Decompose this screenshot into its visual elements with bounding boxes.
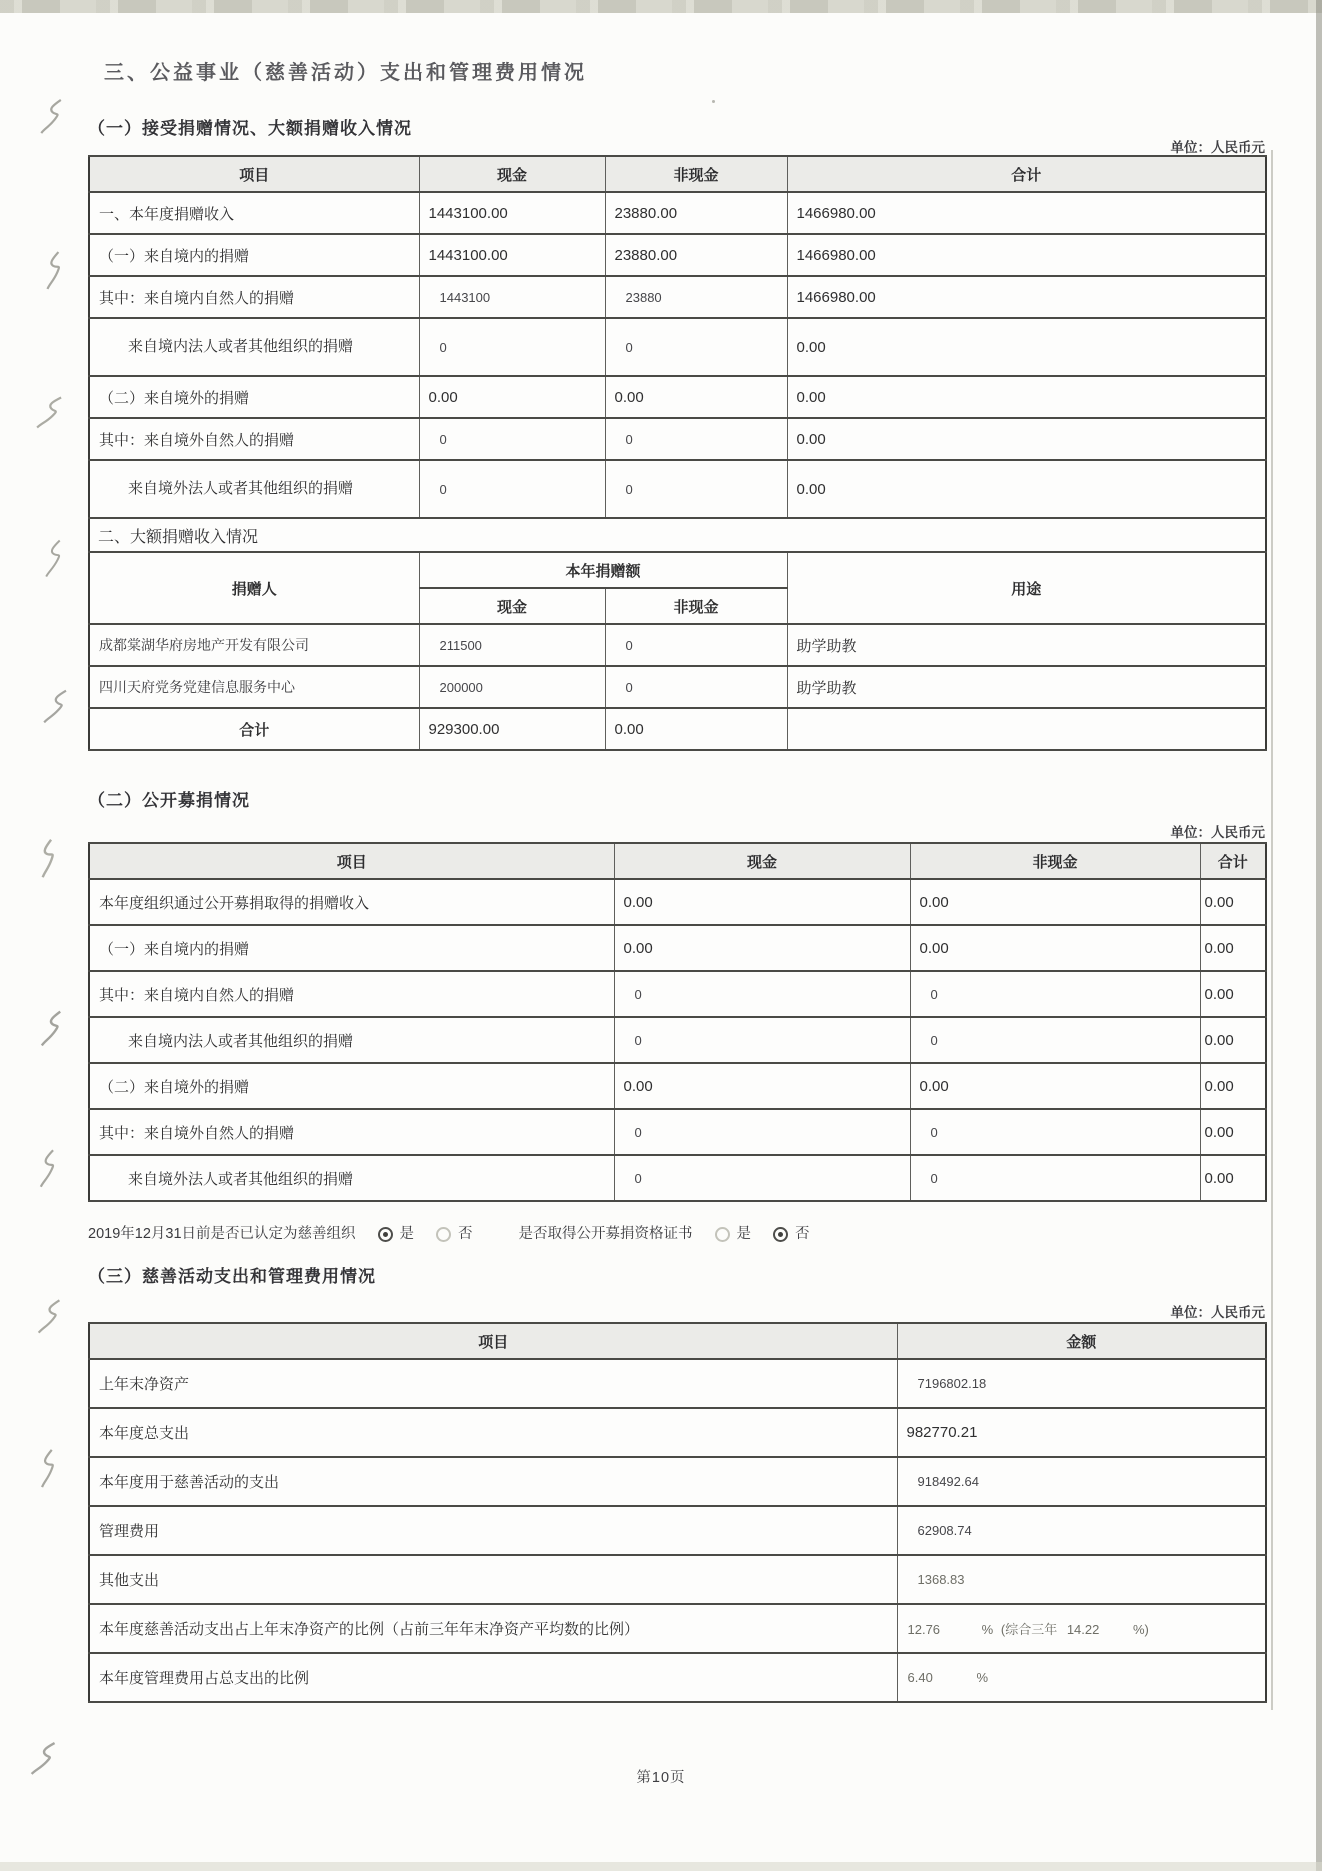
radio-cert-obtained-yes-label: 是 <box>736 1226 752 1242</box>
radio-certified-no-label: 否 <box>458 1226 473 1242</box>
cell-total: 0.00 <box>787 318 1266 376</box>
cell-total: 0.00 <box>1200 1017 1266 1063</box>
cell-label: 其中：来自境内自然人的捐赠 <box>89 276 419 318</box>
cell-cash: 0 <box>614 971 910 1017</box>
cell-cash: 211500 <box>419 624 605 666</box>
cell-noncash: 0 <box>605 460 787 518</box>
header-cell-cash: 现金 <box>614 843 910 879</box>
donor-row <box>89 624 1266 666</box>
header-cell-total: 合计 <box>1200 843 1266 879</box>
cell-cash: 0 <box>419 318 605 376</box>
cell-label: （一）来自境内的捐赠 <box>89 234 419 276</box>
cell-cash: 0.00 <box>419 376 605 418</box>
cell-amount: 62908.74 <box>897 1506 1266 1555</box>
cell-label: （二）来自境外的捐赠 <box>89 376 419 418</box>
donors-total-row <box>89 708 1266 750</box>
table-row <box>89 1017 1266 1063</box>
page-fold-line <box>1271 150 1273 1710</box>
cell-label: 本年度总支出 <box>89 1408 897 1457</box>
cell-amount: 918492.64 <box>897 1457 1266 1506</box>
table-row <box>89 276 1266 318</box>
donations-table <box>88 155 1267 751</box>
header-cell-noncash: 非现金 <box>910 843 1200 879</box>
cell-noncash: 0 <box>605 624 787 666</box>
table-row <box>89 1155 1266 1201</box>
table-row <box>89 318 1266 376</box>
cell-cash: 0.00 <box>614 925 910 971</box>
section-heading-public-fundraising: （二）公开募捐情况 <box>88 791 250 810</box>
page-title: 三、公益事业（慈善活动）支出和管理费用情况 <box>104 62 587 84</box>
cell-noncash: 0 <box>910 1109 1200 1155</box>
three-year-percent-sign: %) <box>1133 1622 1149 1637</box>
cell-label: （二）来自境外的捐赠 <box>89 1063 614 1109</box>
binding-mark-icon <box>32 1147 62 1191</box>
binding-mark-icon <box>39 684 72 730</box>
cell-amount: 982770.21 <box>897 1408 1266 1457</box>
section-heading-charity-expense: （三）慈善活动支出和管理费用情况 <box>88 1267 376 1286</box>
three-year-ratio-value: 14.22 <box>1066 1622 1100 1637</box>
binding-mark-icon <box>31 1446 64 1492</box>
unit-label: 单位：人民币元 <box>1170 825 1265 840</box>
major-donations-header-row <box>89 552 1266 588</box>
binding-mark-icon <box>30 836 64 882</box>
cell-noncash: 23880 <box>605 276 787 318</box>
cell-cash: 0 <box>419 418 605 460</box>
cell-label: 上年末净资产 <box>89 1359 897 1408</box>
donor-row <box>89 666 1266 708</box>
header-cell-cash: 现金 <box>419 156 605 192</box>
fundraising-cert-question-label: 是否取得公开募捐资格证书 <box>518 1226 693 1242</box>
table-row <box>89 971 1266 1017</box>
header-cell-amount: 金额 <box>897 1323 1266 1359</box>
binding-mark-icon <box>37 248 69 293</box>
cell-noncash: 0.00 <box>605 376 787 418</box>
table-row <box>89 1604 1266 1653</box>
binding-mark-icon <box>33 1294 65 1339</box>
cell-label <box>89 460 419 518</box>
table-row <box>89 418 1266 460</box>
cell-noncash: 0 <box>605 418 787 460</box>
table-row <box>89 460 1266 518</box>
radio-certified-yes-label: 是 <box>399 1226 415 1242</box>
cell-label: （一）来自境内的捐赠 <box>89 925 614 971</box>
cell-amount: 1368.83 <box>897 1555 1266 1604</box>
cell-label: 一、本年度捐赠收入 <box>89 192 419 234</box>
cell-label: 本年度组织通过公开募捐取得的捐赠收入 <box>89 879 614 925</box>
scan-edge-bottom <box>0 1862 1322 1871</box>
ratio-value: 6.40 <box>907 1670 933 1685</box>
cell-total-label: 合计 <box>89 708 419 750</box>
header-cell-noncash: 非现金 <box>605 156 787 192</box>
binding-mark-icon <box>36 95 66 139</box>
cell-label: 来自境内法人或者其他组织的捐赠 <box>89 1017 614 1063</box>
cell-noncash: 0.00 <box>910 1063 1200 1109</box>
scan-edge-left <box>0 0 7 1871</box>
cell-noncash: 23880.00 <box>605 234 787 276</box>
charity-expense-table <box>88 1322 1267 1703</box>
cell-cash: 1443100 <box>419 276 605 318</box>
table-row <box>89 1555 1266 1604</box>
cell-total: 0.00 <box>1200 879 1266 925</box>
cell-cash: 0.00 <box>614 1063 910 1109</box>
cell-donor: 成都棠湖华府房地产开发有限公司 <box>89 624 419 666</box>
cell-cash: 0 <box>614 1109 910 1155</box>
charity-org-question-label: 2019年12月31日前是否已认定为慈善组织 <box>88 1226 356 1242</box>
header-cell-total: 合计 <box>787 156 1266 192</box>
cell-donor: 四川天府党务党建信息服务中心 <box>89 666 419 708</box>
certification-line <box>88 1222 810 1243</box>
cell-total: 1466980.00 <box>787 192 1266 234</box>
table-header-row <box>89 1323 1266 1359</box>
cell-label: 其中：来自境外自然人的捐赠 <box>89 1109 614 1155</box>
cell-label: 其中：来自境内自然人的捐赠 <box>89 971 614 1017</box>
cell-usage <box>787 708 1266 750</box>
scan-speck <box>712 100 715 103</box>
cell-total: 0.00 <box>787 418 1266 460</box>
cell-noncash: 0 <box>910 971 1200 1017</box>
cell-label-text: 来自境外法人或者其他组织的捐赠 <box>128 480 354 498</box>
major-donations-section-title: 二、大额捐赠收入情况 <box>89 518 1266 552</box>
table-row <box>89 1457 1266 1506</box>
percent-sign: % <box>976 1670 988 1685</box>
unit-label: 单位：人民币元 <box>1170 140 1265 155</box>
cell-total: 0.00 <box>1200 1155 1266 1201</box>
radio-certified-no <box>436 1227 451 1242</box>
cell-noncash: 0 <box>910 1017 1200 1063</box>
binding-mark-icon <box>37 1007 66 1051</box>
cell-total: 0.00 <box>1200 971 1266 1017</box>
cell-label-text: 来自境内法人或者其他组织的捐赠 <box>128 338 354 356</box>
header-cell-item: 项目 <box>89 1323 897 1359</box>
header-cell-noncash: 非现金 <box>605 588 787 624</box>
table-row <box>89 234 1266 276</box>
header-cell-cash: 现金 <box>419 588 605 624</box>
table-row <box>89 1109 1266 1155</box>
header-cell-donor: 捐赠人 <box>89 552 419 624</box>
cell-total: 0.00 <box>787 376 1266 418</box>
ratio-value: 12.76 <box>907 1622 941 1637</box>
cell-label: 其中：来自境外自然人的捐赠 <box>89 418 419 460</box>
table-row <box>89 1359 1266 1408</box>
table-row <box>89 1506 1266 1555</box>
page-number: 第10页 <box>636 1770 686 1786</box>
table-header-row <box>89 156 1266 192</box>
scan-edge-top <box>0 0 1322 13</box>
cell-noncash: 23880.00 <box>605 192 787 234</box>
table-row <box>89 925 1266 971</box>
radio-cert-obtained-no <box>773 1227 788 1242</box>
cell-cash: 200000 <box>419 666 605 708</box>
table-header-row <box>89 843 1266 879</box>
major-donations-section-row <box>89 518 1266 552</box>
section-heading-donations: （一）接受捐赠情况、大额捐赠收入情况 <box>88 119 412 138</box>
cell-total: 0.00 <box>787 460 1266 518</box>
cell-usage: 助学助教 <box>787 624 1266 666</box>
cell-amount: 7196802.18 <box>897 1359 1266 1408</box>
radio-cert-obtained-yes <box>715 1227 730 1242</box>
cell-cash: 0 <box>419 460 605 518</box>
header-cell-item: 项目 <box>89 843 614 879</box>
cell-cash: 929300.00 <box>419 708 605 750</box>
cell-label: 管理费用 <box>89 1506 897 1555</box>
cell-noncash: 0.00 <box>605 708 787 750</box>
cell-total: 0.00 <box>1200 925 1266 971</box>
cell-cash: 0.00 <box>614 879 910 925</box>
cell-cash: 1443100.00 <box>419 234 605 276</box>
scan-edge-right <box>1316 0 1322 1871</box>
cell-total: 1466980.00 <box>787 234 1266 276</box>
cell-label: 来自境外法人或者其他组织的捐赠 <box>89 1155 614 1201</box>
cell-label: 本年度慈善活动支出占上年末净资产的比例（占前三年年末净资产平均数的比例） <box>89 1604 897 1653</box>
table-row <box>89 376 1266 418</box>
table-row <box>89 192 1266 234</box>
table-row <box>89 879 1266 925</box>
cell-amount <box>897 1604 1266 1653</box>
cell-label: 其他支出 <box>89 1555 897 1604</box>
cell-total: 1466980.00 <box>787 276 1266 318</box>
header-cell-usage: 用途 <box>787 552 1266 624</box>
cell-cash: 1443100.00 <box>419 192 605 234</box>
three-year-note-prefix: (综合三年 <box>1000 1622 1058 1637</box>
cell-noncash: 0.00 <box>910 879 1200 925</box>
table-row <box>89 1653 1266 1702</box>
cell-noncash: 0 <box>605 318 787 376</box>
radio-cert-obtained-no-label: 否 <box>795 1226 810 1242</box>
cell-amount <box>897 1653 1266 1702</box>
cell-total: 0.00 <box>1200 1109 1266 1155</box>
unit-label: 单位：人民币元 <box>1170 1305 1265 1320</box>
percent-sign: % <box>981 1622 994 1637</box>
cell-noncash: 0.00 <box>910 925 1200 971</box>
cell-total: 0.00 <box>1200 1063 1266 1109</box>
header-cell-year-amount: 本年捐赠额 <box>419 552 787 588</box>
radio-certified-yes <box>378 1227 393 1242</box>
cell-noncash: 0 <box>605 666 787 708</box>
cell-label: 本年度用于慈善活动的支出 <box>89 1457 897 1506</box>
header-cell-item: 项目 <box>89 156 419 192</box>
cell-label: 本年度管理费用占总支出的比例 <box>89 1653 897 1702</box>
binding-mark-icon <box>39 537 68 581</box>
cell-cash: 0 <box>614 1155 910 1201</box>
fundraising-table <box>88 842 1267 1202</box>
cell-noncash: 0 <box>910 1155 1200 1201</box>
table-row <box>89 1408 1266 1457</box>
table-row <box>89 1063 1266 1109</box>
binding-mark-icon <box>31 389 66 436</box>
cell-cash: 0 <box>614 1017 910 1063</box>
cell-usage: 助学助教 <box>787 666 1266 708</box>
cell-label <box>89 318 419 376</box>
